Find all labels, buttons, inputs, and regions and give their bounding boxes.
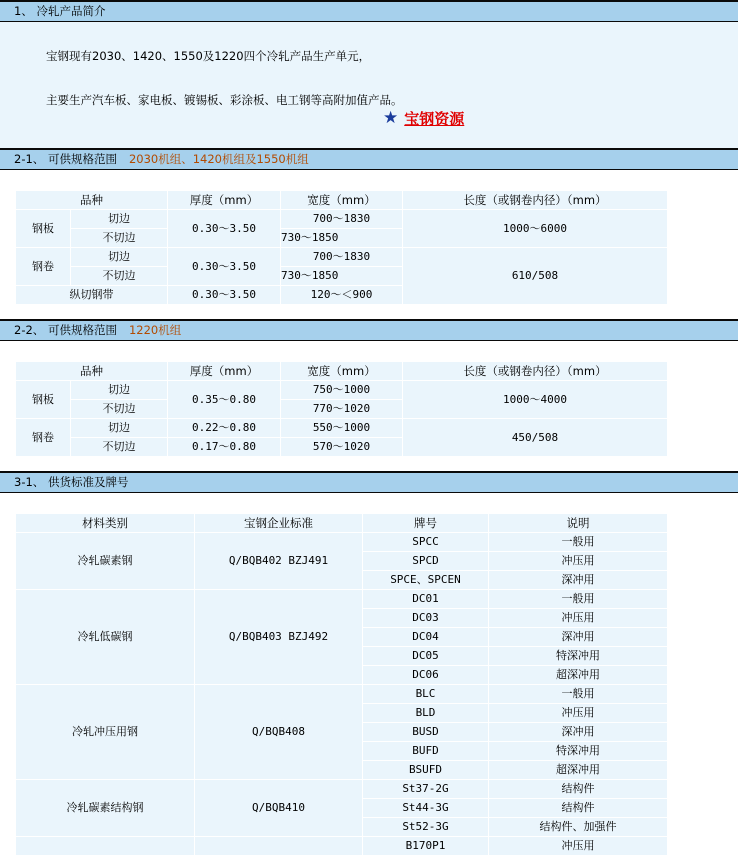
enterprise-standard [195, 837, 363, 856]
coil-thickness-cut: 0.22～0.80 [168, 419, 281, 438]
grade-description: 一般用 [489, 685, 668, 704]
grade-description: 冲压用 [489, 552, 668, 571]
strip-width: 120～＜900 [281, 286, 403, 305]
variety-plate: 钢板 [16, 381, 71, 419]
grade-description: 冲压用 [489, 609, 668, 628]
plate-width-uncut: 730～1850 [281, 229, 403, 248]
header-category: 材料类别 [16, 514, 195, 533]
grade-code: DC03 [363, 609, 489, 628]
plate-thickness: 0.30～3.50 [168, 210, 281, 248]
coil-width-cut: 550～1000 [281, 419, 403, 438]
table-header-row [16, 514, 668, 533]
star-logo-icon: ★ [383, 108, 399, 128]
header-standard: 宝钢企业标准 [195, 514, 363, 533]
material-category [16, 837, 195, 856]
grade-code: BSUFD [363, 761, 489, 780]
section-spec-1220-header [0, 319, 738, 341]
grade-code: St37-2G [363, 780, 489, 799]
coil-width-uncut: 730～1850 [281, 267, 403, 286]
material-category: 冷轧碳素结构钢 [16, 780, 195, 837]
table-row [16, 381, 668, 400]
grade-description: 深冲用 [489, 571, 668, 590]
header-width: 宽度（mm） [281, 362, 403, 381]
grade-code: St44-3G [363, 799, 489, 818]
plate-width-uncut: 770～1020 [281, 400, 403, 419]
table-row [16, 780, 668, 799]
coil-thickness-uncut: 0.17～0.80 [168, 438, 281, 457]
grade-description: 特深冲用 [489, 742, 668, 761]
plate-thickness: 0.35～0.80 [168, 381, 281, 419]
grade-description: 深冲用 [489, 628, 668, 647]
grade-code: DC01 [363, 590, 489, 609]
enterprise-standard: Q/BQB403 BZJ492 [195, 590, 363, 685]
table-row [16, 685, 668, 704]
section-standards-title: 3-1、 供货标准及牌号 [14, 475, 129, 489]
spec-table-1220 [15, 361, 668, 457]
header-width: 宽度（mm） [281, 191, 403, 210]
grade-code: SPCC [363, 533, 489, 552]
grade-description: 特深冲用 [489, 647, 668, 666]
grade-code: BUSD [363, 723, 489, 742]
section-intro-header [0, 0, 738, 22]
spec-table-2030 [15, 190, 668, 305]
variety-coil: 钢卷 [16, 248, 71, 286]
grade-code: SPCE、SPCEN [363, 571, 489, 590]
grade-description: 一般用 [489, 590, 668, 609]
grade-description: 超深冲用 [489, 761, 668, 780]
section-spec-2030-title: 2-1、 可供规格范围 [14, 152, 117, 166]
edge-cut: 切边 [71, 419, 168, 438]
section-spec-2030-subtitle: 2030机组、1420机组及1550机组 [128, 152, 309, 166]
header-thickness: 厚度（mm） [168, 362, 281, 381]
variety-strip: 纵切钢带 [16, 286, 168, 305]
grade-code: DC04 [363, 628, 489, 647]
table-row [16, 590, 668, 609]
table-row [16, 837, 668, 856]
grade-description: 一般用 [489, 533, 668, 552]
brand-link-group[interactable] [383, 108, 464, 129]
header-thickness: 厚度（mm） [168, 191, 281, 210]
section-spec-2030-header [0, 148, 738, 170]
grade-description: 超深冲用 [489, 666, 668, 685]
grade-code: B170P1 [363, 837, 489, 856]
table-row [16, 248, 668, 267]
grade-code: SPCD [363, 552, 489, 571]
enterprise-standard: Q/BQB410 [195, 780, 363, 837]
header-length: 长度（或钢卷内径）（mm） [403, 191, 668, 210]
grade-code: BUFD [363, 742, 489, 761]
coil-thickness: 0.30～3.50 [168, 248, 281, 286]
grade-description: 结构件、加强件 [489, 818, 668, 837]
coil-length: 450/508 [403, 419, 668, 457]
grade-code: DC06 [363, 666, 489, 685]
standards-table [15, 513, 668, 856]
header-description: 说明 [489, 514, 668, 533]
section-spec-1220-subtitle: 1220机组 [128, 323, 182, 337]
edge-cut: 切边 [71, 248, 168, 267]
edge-uncut: 不切边 [71, 400, 168, 419]
plate-width-cut: 700～1830 [281, 210, 403, 229]
grade-code: BLC [363, 685, 489, 704]
strip-thickness: 0.30～3.50 [168, 286, 281, 305]
grade-code: DC05 [363, 647, 489, 666]
grade-description: 深冲用 [489, 723, 668, 742]
edge-uncut: 不切边 [71, 267, 168, 286]
header-variety: 品种 [16, 362, 168, 381]
section-intro-title: 1、 冷轧产品简介 [14, 4, 106, 18]
table-header-row [16, 191, 668, 210]
material-category: 冷轧碳素钢 [16, 533, 195, 590]
variety-coil: 钢卷 [16, 419, 71, 457]
brand-link[interactable]: 宝钢资源 [404, 110, 465, 128]
plate-length: 1000～6000 [403, 210, 668, 248]
header-variety: 品种 [16, 191, 168, 210]
header-grade: 牌号 [363, 514, 489, 533]
plate-length: 1000～4000 [403, 381, 668, 419]
intro-line-2: 主要生产汽车板、家电板、镀锡板、彩涂板、电工钢等高附加值产品。 [46, 93, 403, 107]
material-category: 冷轧低碳钢 [16, 590, 195, 685]
grade-description: 冲压用 [489, 837, 668, 856]
table-header-row [16, 362, 668, 381]
table-row [16, 419, 668, 438]
grade-description: 结构件 [489, 799, 668, 818]
grade-code: St52-3G [363, 818, 489, 837]
edge-cut: 切边 [71, 381, 168, 400]
table-row [16, 533, 668, 552]
table-row [16, 210, 668, 229]
enterprise-standard: Q/BQB408 [195, 685, 363, 780]
coil-width-uncut: 570～1020 [281, 438, 403, 457]
plate-width-cut: 750～1000 [281, 381, 403, 400]
coil-length: 610/508 [403, 248, 668, 305]
grade-description: 冲压用 [489, 704, 668, 723]
coil-width-cut: 700～1830 [281, 248, 403, 267]
grade-code: BLD [363, 704, 489, 723]
edge-cut: 切边 [71, 210, 168, 229]
enterprise-standard: Q/BQB402 BZJ491 [195, 533, 363, 590]
section-standards-header [0, 471, 738, 493]
section-intro-body [0, 22, 738, 148]
material-category: 冷轧冲压用钢 [16, 685, 195, 780]
edge-uncut: 不切边 [71, 438, 168, 457]
variety-plate: 钢板 [16, 210, 71, 248]
grade-description: 结构件 [489, 780, 668, 799]
section-spec-1220-title: 2-2、 可供规格范围 [14, 323, 117, 337]
intro-line-1: 宝钢现有2030、1420、1550及1220四个冷轧产品生产单元， [46, 49, 371, 63]
edge-uncut: 不切边 [71, 229, 168, 248]
header-length: 长度（或钢卷内径）（mm） [403, 362, 668, 381]
